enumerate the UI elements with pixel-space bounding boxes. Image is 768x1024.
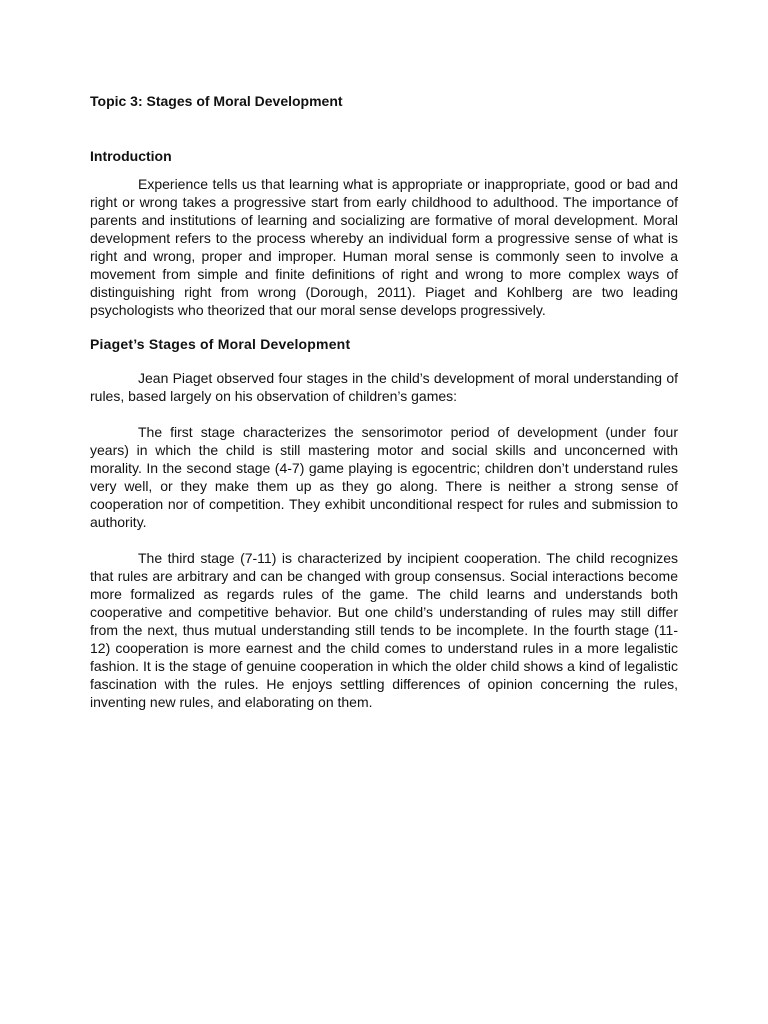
piaget-stages-heading: Piaget’s Stages of Moral Development (90, 336, 351, 352)
introduction-paragraph: Experience tells us that learning what is appropriate or inappropriate, good or bad and right or wrong takes a progressive start from early childhood to adulthood. The importance of parents and institutions of learning and socializing are formative of moral development. Moral development refers to the process whereby an individual form a progressive sense of what is right and wrong, proper and improper. Human moral sense is commonly seen to involve a movement from simple and finite definitions of right and wrong to more complex ways of distinguishing right from wrong (Dorough, 2011). Piaget and Kohlberg are two leading psychologists who theorized that our moral sense develops progressively. (90, 176, 678, 318)
introduction-heading: Introduction (90, 148, 172, 164)
piaget-intro-paragraph: Jean Piaget observed four stages in the child’s development of moral understanding of rules, based largely on his observation of children’s games: (90, 370, 678, 404)
third-fourth-stage-paragraph: The third stage (7-11) is characterized by incipient cooperation. The child recognizes that rules are arbitrary and can be changed with group consensus. Social interactions become more formalized as regards rules of the game. The child learns and understands both cooperative and competitive behavior. But one child’s understanding of rules may still differ from the next, thus mutual understanding still tends to be incomplete. In the fourth stage (11-12) cooperation is more earnest and the child comes to understand rules in a more legalistic fashion. It is the stage of genuine cooperation in which the older child shows a kind of legalistic fascination with the rules. He enjoys settling differences of opinion concerning the rules, inventing new rules, and elaborating on them. (90, 550, 678, 710)
topic-title: Topic 3: Stages of Moral Development (90, 93, 343, 109)
document-page (90, 92, 678, 711)
first-second-stage-paragraph: The first stage characterizes the sensorimotor period of development (under four years) in which the child is still mastering motor and social skills and unconcerned with morality. In the second stage (4-7) game playing is egocentric; children don’t understand rules very well, or they make them up as they go along. There is neither a strong sense of cooperation nor of competition. They exhibit unconditional respect for rules and submission to authority. (90, 424, 678, 530)
